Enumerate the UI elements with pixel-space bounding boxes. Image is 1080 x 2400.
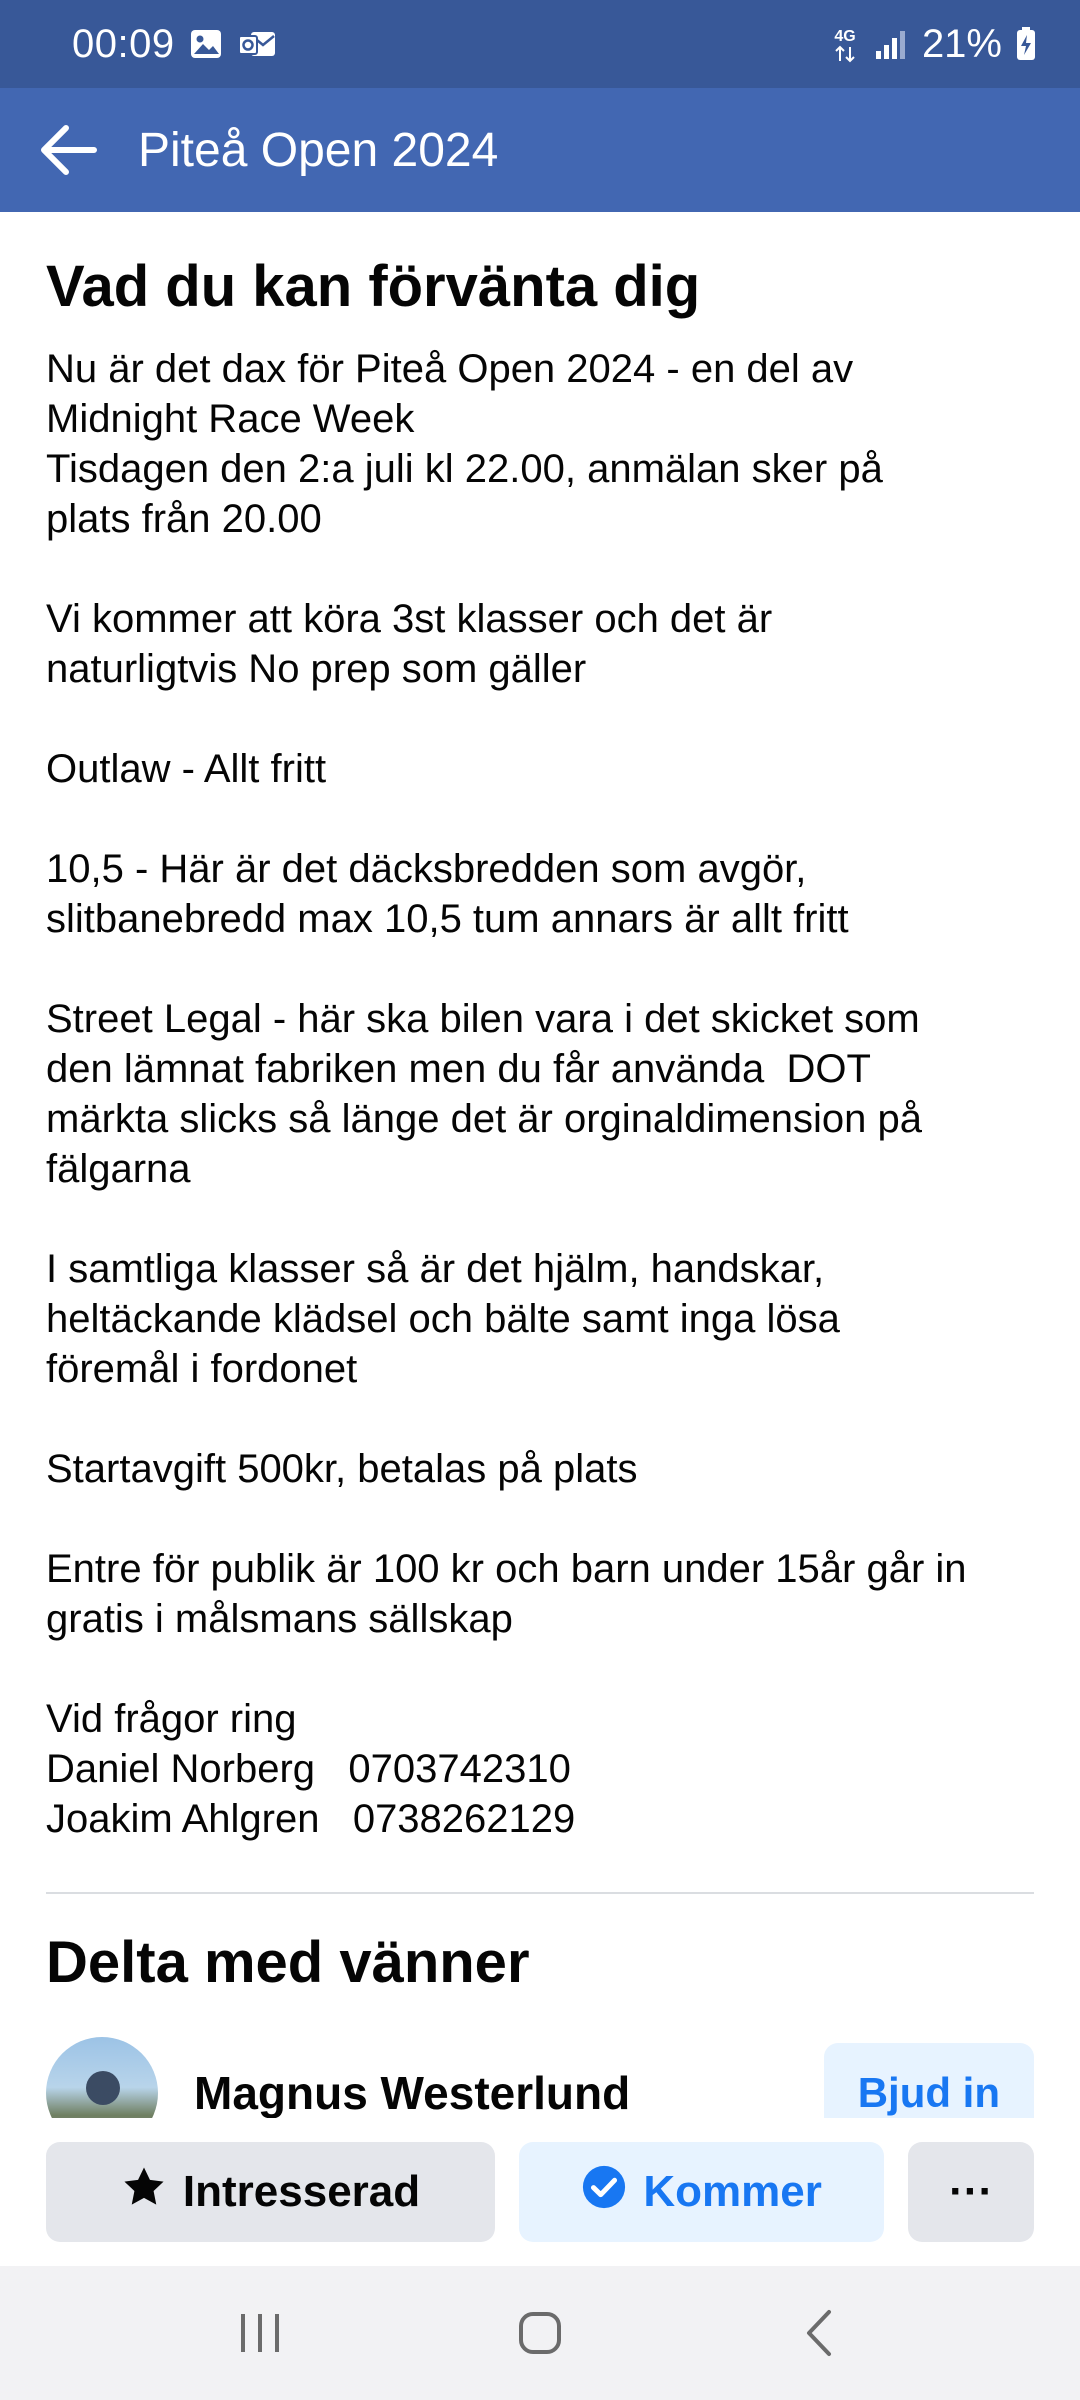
more-icon: ··· <box>949 2167 994 2216</box>
avatar[interactable] <box>46 2037 158 2118</box>
friend-row[interactable] <box>46 2038 1034 2118</box>
going-button[interactable] <box>519 2142 884 2242</box>
friend-name[interactable]: Magnus Westerlund <box>194 2067 631 2118</box>
gallery-icon <box>189 27 223 61</box>
status-left <box>72 22 277 67</box>
event-details[interactable] <box>0 212 1080 2118</box>
divider <box>46 1892 1034 1894</box>
page-title: Piteå Open 2024 <box>138 123 499 177</box>
interested-button[interactable] <box>46 2142 495 2242</box>
battery-percentage: 21% <box>921 21 1002 66</box>
status-bar <box>0 0 1080 88</box>
network-type-text: 4G <box>834 28 856 45</box>
system-nav-bar <box>0 2266 1080 2400</box>
about-heading: Vad du kan förvänta dig <box>46 254 701 319</box>
event-description: Nu är det dax för Piteå Open 2024 - en del av Midnight Race Week Tisdagen den 2:a juli kl 22.00, anmälan sker på plats från 20.00 Vi kommer att köra 3st klasser och det är naturligtvis No prep som gäller Outlaw - Allt fritt 10,5 - Här är det däcksbredden som avgör, slitbanebredd max 10,5 tum annars är allt fritt Street Legal - här ska bilen vara i det skicket som den lämnat fabriken men du får använda DOT märkta slicks så länge det är orginaldimension på fälgarna I samtliga klasser så är det hjälm, handskar, heltäckande klädsel och bälte samt inga lösa föremål i fordonet Startavgift 500kr, betalas på plats Entre för publik är 100 kr och barn under 15år går in gratis i målsmans sällskap Vid frågor ring Daniel Norberg 0703742310 Joakim Ahlgren 0738262129 <box>46 347 967 1841</box>
arrow-left-icon[interactable] <box>36 118 100 182</box>
back-nav-icon[interactable] <box>760 2283 880 2383</box>
action-bar <box>0 2118 1080 2266</box>
status-right <box>830 22 1036 67</box>
more-options-button[interactable] <box>908 2142 1034 2242</box>
friends-heading: Delta med vänner <box>46 1930 530 1995</box>
signal-icon <box>874 29 908 59</box>
recent-apps-icon[interactable] <box>200 2283 320 2383</box>
home-icon[interactable] <box>480 2283 600 2383</box>
invite-button[interactable]: Bjud in <box>824 2043 1034 2118</box>
status-time: 00:09 <box>72 21 175 66</box>
network-4g-icon <box>830 25 860 63</box>
check-circle-icon <box>581 2164 627 2221</box>
outlook-icon <box>237 27 277 61</box>
battery-charging-icon <box>1016 27 1036 61</box>
app-bar <box>0 88 1080 212</box>
going-label: Kommer <box>643 2167 822 2216</box>
star-icon <box>121 2164 167 2221</box>
interested-label: Intresserad <box>182 2167 421 2216</box>
